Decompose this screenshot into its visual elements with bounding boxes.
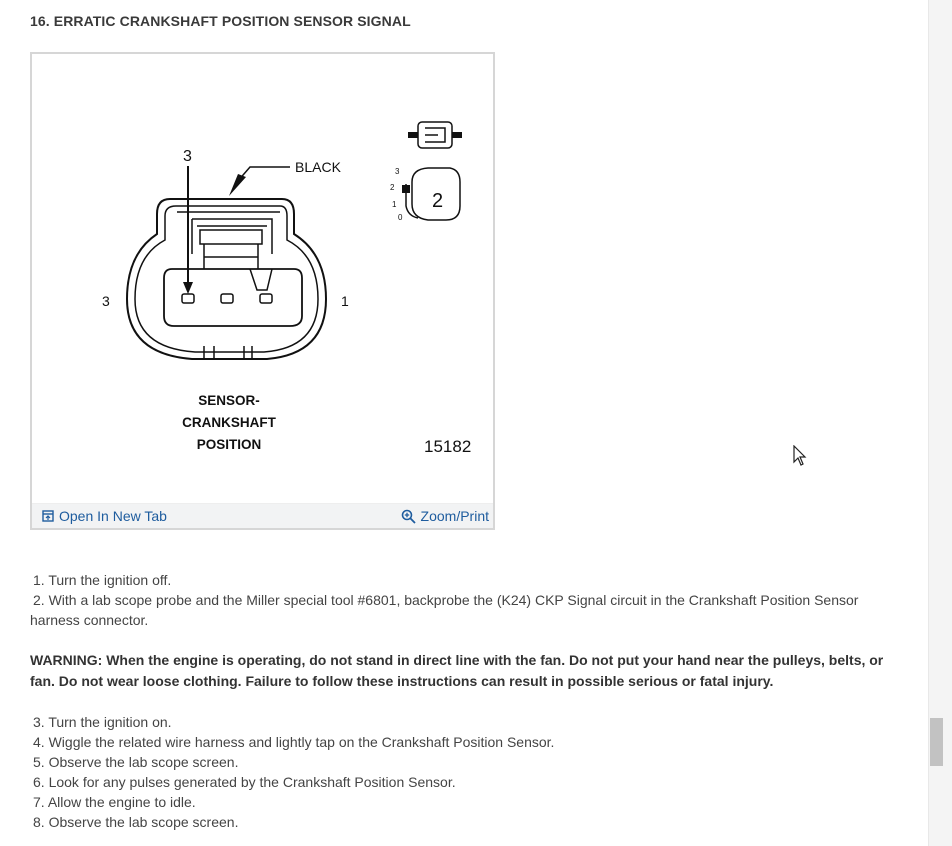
key-big-number: 2: [432, 190, 444, 212]
section-title: 16. ERRATIC CRANKSHAFT POSITION SENSOR SIGNAL: [30, 13, 411, 29]
connector-diagram[interactable]: [32, 54, 493, 504]
connector-top-view-icon: [408, 122, 462, 148]
caption-line-2: CRANKSHAFT: [182, 415, 276, 430]
zoom-print-label: Zoom/Print: [420, 508, 489, 524]
connector-outer-shell: [127, 199, 326, 359]
connector-inner-shell: [135, 206, 318, 352]
open-tab-icon: [42, 510, 54, 522]
key-orientation-icon: [390, 167, 460, 222]
connector-latch: [177, 212, 280, 254]
pin-3: [182, 294, 194, 303]
step-3: 3. Turn the ignition on.: [33, 714, 172, 730]
pin-1: [260, 294, 272, 303]
zoom-icon: [401, 509, 416, 524]
side-label-left: 3: [102, 293, 110, 309]
mouse-cursor-icon: [793, 445, 807, 472]
caption-line-3: POSITION: [196, 437, 262, 452]
caption-line-1: SENSOR-: [198, 393, 260, 408]
step-6: 6. Look for any pulses generated by the Crankshaft Position Sensor.: [33, 774, 456, 790]
figure-card: [30, 52, 495, 530]
figure-number: 15182: [424, 437, 472, 456]
procedure-steps: [30, 570, 910, 832]
step-8: 8. Observe the lab scope screen.: [33, 814, 239, 830]
connector-latch-bar: [204, 244, 258, 269]
black-label: BLACK: [295, 159, 341, 175]
step-5: 5. Observe the lab scope screen.: [33, 754, 239, 770]
figure-footer: [32, 503, 493, 528]
step-2: 2. With a lab scope probe and the Miller special tool #6801, backprobe the (K24) CKP Signal circuit in the Crankshaft Position Sensor harness connector.: [30, 592, 859, 628]
pin-top-label: 3: [183, 148, 192, 165]
side-label-right: 1: [341, 293, 349, 309]
vertical-scrollbar[interactable]: [928, 0, 952, 846]
key-scale-2: 2: [390, 183, 395, 192]
pin-2: [221, 294, 233, 303]
open-tab-label: Open In New Tab: [59, 508, 167, 524]
key-notch: [250, 269, 272, 290]
warning-text: WARNING: When the engine is operating, do not stand in direct line with the fan. Do not put your hand near the pulleys, belts, or fan. Do not wear loose clothing. Failure to follow these instructions can result in possible serious or fatal injury.: [30, 652, 884, 689]
pin-3-arrowhead: [183, 282, 193, 294]
step-1: 1. Turn the ignition off.: [33, 572, 172, 588]
key-scale-0: 0: [398, 213, 403, 222]
connector-latch-block: [200, 230, 262, 244]
black-arrowhead: [229, 174, 246, 196]
open-in-new-tab-link[interactable]: [42, 508, 167, 524]
key-scale-3: 3: [395, 167, 400, 176]
zoom-print-link[interactable]: [401, 508, 489, 524]
step-4: 4. Wiggle the related wire harness and lightly tap on the Crankshaft Position Sensor.: [33, 734, 555, 750]
black-leader-line: [237, 167, 290, 182]
scrollbar-thumb[interactable]: [930, 718, 943, 766]
key-scale-1: 1: [392, 200, 397, 209]
step-7: 7. Allow the engine to idle.: [33, 794, 196, 810]
